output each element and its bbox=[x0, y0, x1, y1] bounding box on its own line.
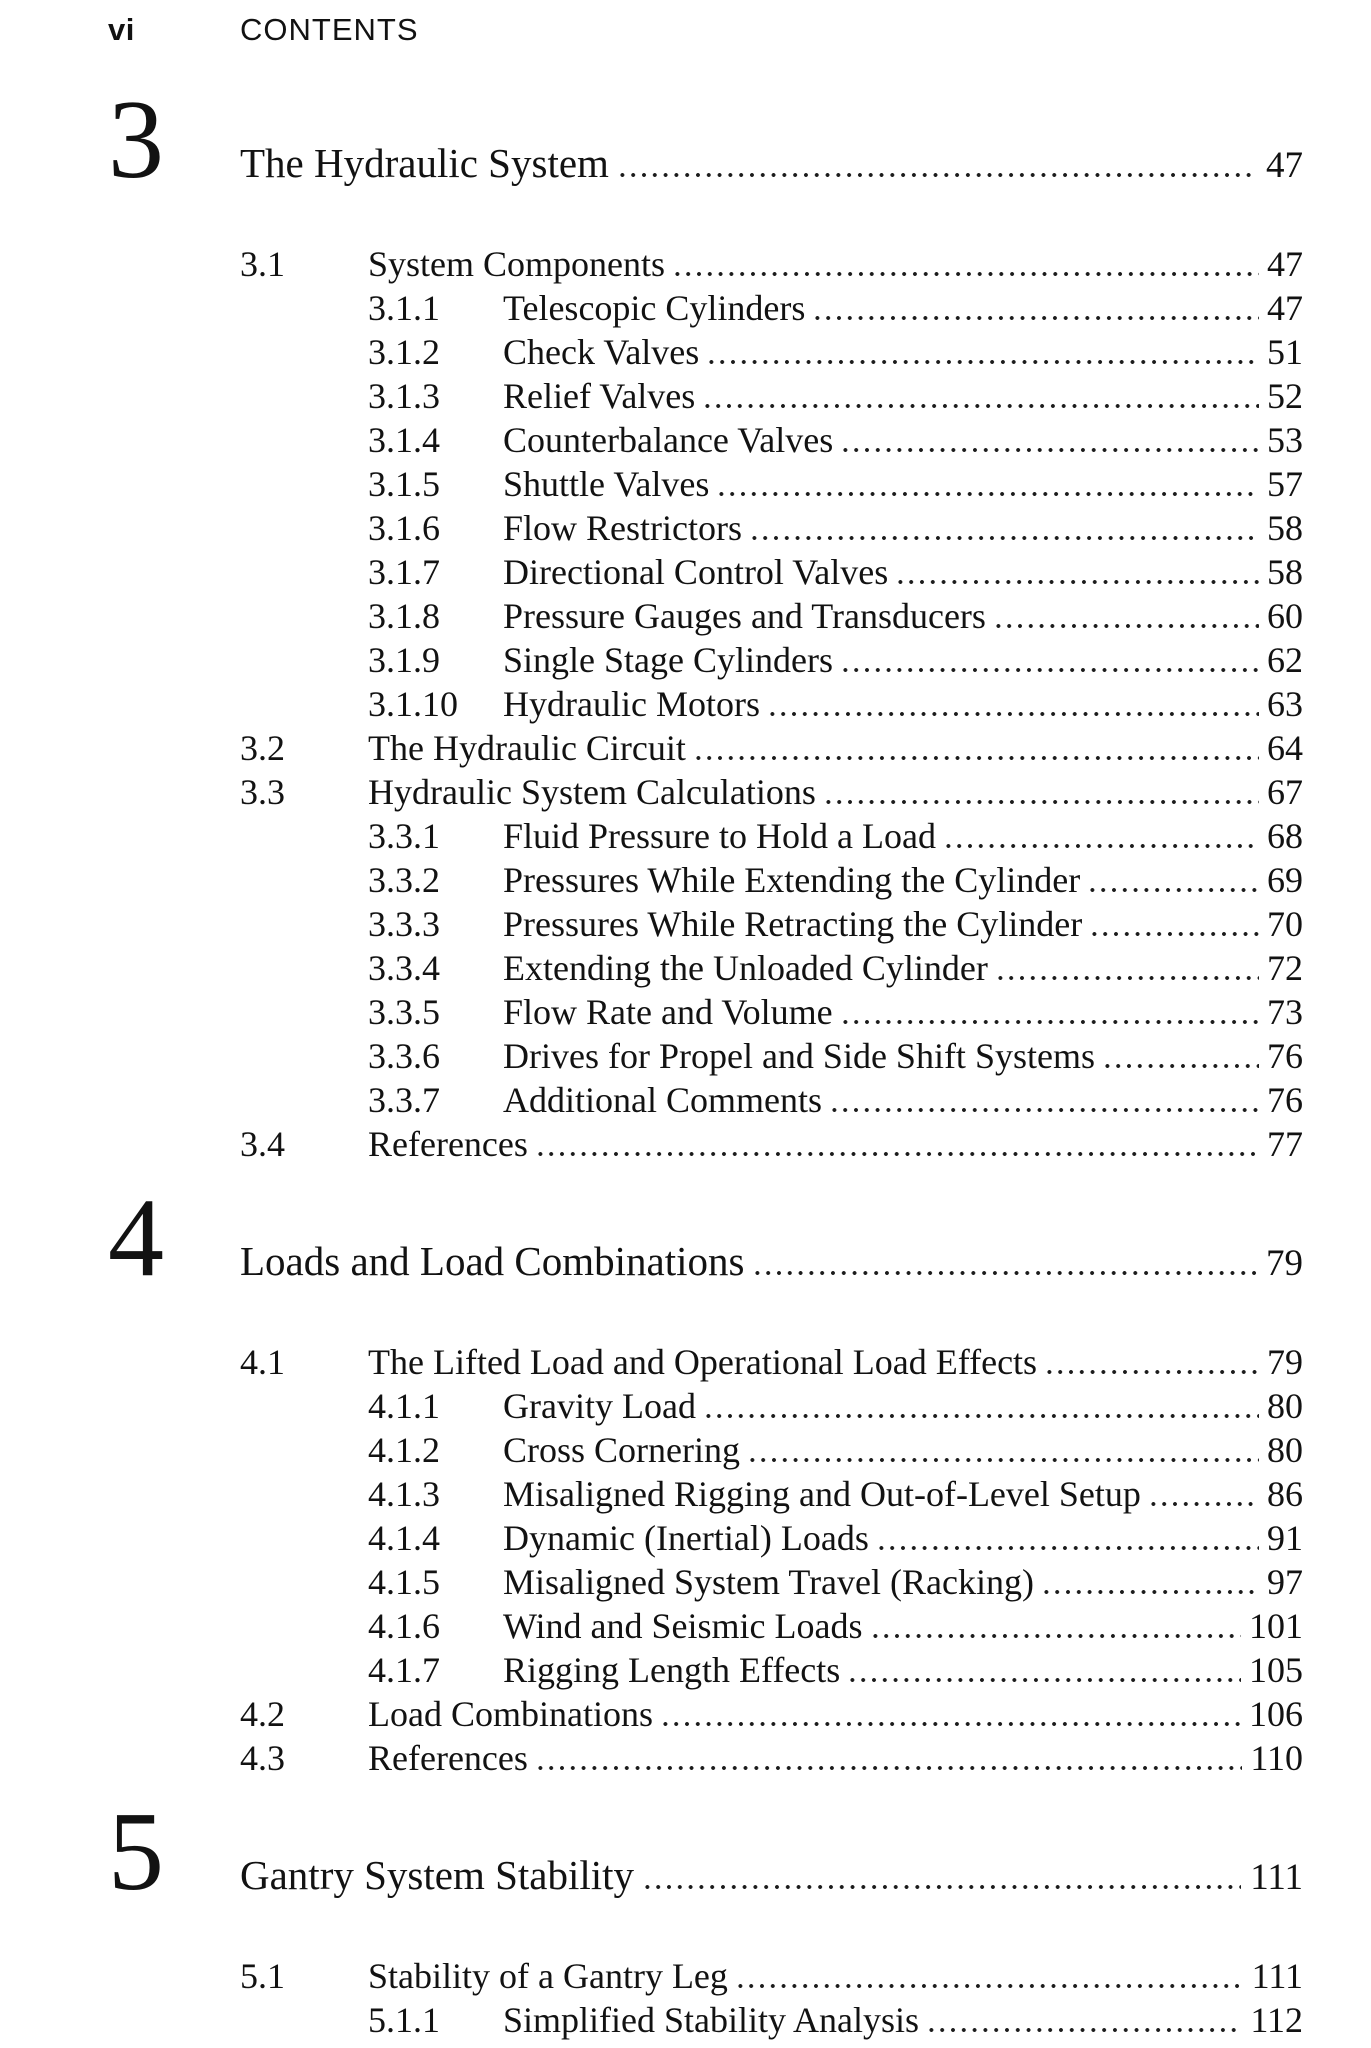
toc-entry-row bbox=[240, 418, 1303, 462]
entry-number: 4.1.3 bbox=[368, 1474, 440, 1514]
chapter-heading bbox=[108, 1176, 1303, 1300]
entry-number: 3.1.4 bbox=[368, 420, 440, 460]
toc-entry-row bbox=[240, 902, 1303, 946]
toc-entry-row bbox=[240, 1560, 1303, 1604]
entry-page-number: 52 bbox=[1267, 376, 1303, 416]
dot-leader bbox=[1044, 1370, 1259, 1374]
entry-title: Flow Restrictors bbox=[503, 508, 742, 548]
toc-entry-row bbox=[240, 286, 1303, 330]
entry-title: Stability of a Gantry Leg bbox=[368, 1956, 728, 1996]
toc-entry-row bbox=[240, 242, 1303, 286]
entry-page-number: 76 bbox=[1267, 1080, 1303, 1120]
dot-leader bbox=[735, 1984, 1244, 1988]
entry-title: Pressures While Retracting the Cylinder bbox=[503, 904, 1083, 944]
entry-page-number: 80 bbox=[1267, 1386, 1303, 1426]
entry-page-number: 58 bbox=[1267, 552, 1303, 592]
entry-title: Shuttle Valves bbox=[503, 464, 710, 504]
entry-title: Pressure Gauges and Transducers bbox=[503, 596, 986, 636]
entry-page-number: 67 bbox=[1267, 772, 1303, 812]
entry-title: Telescopic Cylinders bbox=[503, 288, 806, 328]
dot-leader bbox=[840, 1020, 1259, 1024]
toc-entry-row bbox=[240, 1736, 1303, 1780]
entry-title: Check Valves bbox=[503, 332, 700, 372]
chapter-title: Gantry System Stability bbox=[240, 1852, 635, 1898]
chapter-title: Loads and Load Combinations bbox=[240, 1238, 745, 1284]
toc-chapter bbox=[108, 1176, 1303, 1780]
entry-page-number: 77 bbox=[1267, 1124, 1303, 1164]
entry-number: 3.1.5 bbox=[368, 464, 440, 504]
entry-number: 3.1.8 bbox=[368, 596, 440, 636]
chapter-page-number: 47 bbox=[1266, 145, 1303, 186]
toc-entry-row bbox=[240, 1034, 1303, 1078]
entry-title: Pressures While Extending the Cylinder bbox=[503, 860, 1081, 900]
entry-page-number: 63 bbox=[1267, 684, 1303, 724]
toc-entry-row bbox=[240, 1692, 1303, 1736]
dot-leader bbox=[747, 1458, 1259, 1462]
toc-entry-row bbox=[240, 506, 1303, 550]
entry-page-number: 47 bbox=[1267, 244, 1303, 284]
entry-title: Wind and Seismic Loads bbox=[503, 1606, 863, 1646]
entry-number: 4.1.7 bbox=[368, 1650, 440, 1690]
dot-leader bbox=[703, 1414, 1259, 1418]
chapter-title-row bbox=[240, 140, 1303, 186]
entry-number: 3.3.6 bbox=[368, 1036, 440, 1076]
entry-title: Single Stage Cylinders bbox=[503, 640, 833, 680]
dot-leader bbox=[767, 712, 1259, 716]
dot-leader bbox=[535, 1152, 1259, 1156]
toc-entry-row bbox=[240, 1954, 1303, 1998]
chapter-number: 3 bbox=[108, 78, 164, 202]
entry-title: Drives for Propel and Side Shift Systems bbox=[503, 1036, 1095, 1076]
entry-title: Gravity Load bbox=[503, 1386, 696, 1426]
dot-leader bbox=[926, 2028, 1242, 2032]
entry-title: Load Combinations bbox=[368, 1694, 653, 1734]
entry-number: 3.3.5 bbox=[368, 992, 440, 1032]
entry-title: Fluid Pressure to Hold a Load bbox=[503, 816, 936, 856]
page-folio: vi bbox=[108, 12, 135, 47]
entry-title: Flow Rate and Volume bbox=[503, 992, 833, 1032]
entry-number: 4.1.5 bbox=[368, 1562, 440, 1602]
entry-page-number: 79 bbox=[1267, 1342, 1303, 1382]
dot-leader bbox=[752, 1271, 1257, 1275]
entry-number: 3.3.3 bbox=[368, 904, 440, 944]
entry-number: 3.1.6 bbox=[368, 508, 440, 548]
dot-leader bbox=[993, 624, 1259, 628]
entry-page-number: 62 bbox=[1267, 640, 1303, 680]
chapter-entries bbox=[240, 242, 1303, 1166]
toc-entry-row bbox=[240, 814, 1303, 858]
entry-number: 3.1.9 bbox=[368, 640, 440, 680]
entry-title: References bbox=[368, 1124, 528, 1164]
chapter-number: 5 bbox=[108, 1790, 164, 1914]
entry-title: Misaligned System Travel (Racking) bbox=[503, 1562, 1034, 1602]
entry-page-number: 60 bbox=[1267, 596, 1303, 636]
entry-title: Rigging Length Effects bbox=[503, 1650, 841, 1690]
entry-page-number: 68 bbox=[1267, 816, 1303, 856]
page-header-title: CONTENTS bbox=[240, 12, 419, 47]
entry-page-number: 73 bbox=[1267, 992, 1303, 1032]
dot-leader bbox=[840, 668, 1259, 672]
entry-number: 3.1.3 bbox=[368, 376, 440, 416]
dot-leader bbox=[660, 1722, 1241, 1726]
dot-leader bbox=[702, 404, 1259, 408]
toc-entry-row bbox=[240, 1648, 1303, 1692]
chapter-entries bbox=[240, 1340, 1303, 1780]
dot-leader bbox=[1102, 1064, 1259, 1068]
entry-page-number: 105 bbox=[1249, 1650, 1303, 1690]
running-head bbox=[108, 12, 1303, 48]
entry-title: Dynamic (Inertial) Loads bbox=[503, 1518, 869, 1558]
toc-entry-row bbox=[240, 462, 1303, 506]
toc-entry-row bbox=[240, 1384, 1303, 1428]
entry-number: 5.1 bbox=[240, 1956, 285, 1996]
entry-page-number: 72 bbox=[1267, 948, 1303, 988]
dot-leader bbox=[1089, 932, 1259, 936]
toc-chapter bbox=[108, 78, 1303, 1166]
dot-leader bbox=[672, 272, 1259, 276]
toc-entry-row bbox=[240, 374, 1303, 418]
chapter-entries bbox=[240, 1954, 1303, 2042]
dot-leader bbox=[1148, 1502, 1259, 1506]
entry-title: Additional Comments bbox=[503, 1080, 822, 1120]
entry-number: 3.1.1 bbox=[368, 288, 440, 328]
entry-page-number: 86 bbox=[1267, 1474, 1303, 1514]
entry-title: Directional Control Valves bbox=[503, 552, 889, 592]
entry-title: The Lifted Load and Operational Load Effects bbox=[368, 1342, 1038, 1382]
chapter-heading bbox=[108, 1790, 1303, 1914]
entry-page-number: 110 bbox=[1250, 1738, 1303, 1778]
entry-number: 3.4 bbox=[240, 1124, 285, 1164]
toc-entry-row bbox=[240, 594, 1303, 638]
entry-title: Counterbalance Valves bbox=[503, 420, 834, 460]
entry-page-number: 106 bbox=[1249, 1694, 1303, 1734]
entry-page-number: 97 bbox=[1267, 1562, 1303, 1602]
chapter-page-number: 111 bbox=[1250, 1857, 1303, 1898]
dot-leader bbox=[895, 580, 1259, 584]
toc-entry-row bbox=[240, 1998, 1303, 2042]
entry-number: 4.1.1 bbox=[368, 1386, 440, 1426]
entry-page-number: 69 bbox=[1267, 860, 1303, 900]
entry-number: 3.1.2 bbox=[368, 332, 440, 372]
entry-page-number: 80 bbox=[1267, 1430, 1303, 1470]
entry-number: 3.3 bbox=[240, 772, 285, 812]
toc-entry-row bbox=[240, 1472, 1303, 1516]
entry-page-number: 70 bbox=[1267, 904, 1303, 944]
entry-title: Misaligned Rigging and Out-of-Level Setup bbox=[503, 1474, 1141, 1514]
entry-page-number: 101 bbox=[1249, 1606, 1303, 1646]
entry-title: References bbox=[368, 1738, 528, 1778]
entry-page-number: 57 bbox=[1267, 464, 1303, 504]
entry-number: 3.1 bbox=[240, 244, 285, 284]
toc-entry-row bbox=[240, 1078, 1303, 1122]
entry-page-number: 112 bbox=[1250, 2000, 1303, 2040]
chapter-heading bbox=[108, 78, 1303, 202]
dot-leader bbox=[706, 360, 1259, 364]
dot-leader bbox=[847, 1678, 1241, 1682]
toc-entry-row bbox=[240, 946, 1303, 990]
chapter-title: The Hydraulic System bbox=[240, 140, 609, 186]
entry-number: 4.1.2 bbox=[368, 1430, 440, 1470]
entry-page-number: 51 bbox=[1267, 332, 1303, 372]
entry-title: Extending the Unloaded Cylinder bbox=[503, 948, 988, 988]
entry-title: Relief Valves bbox=[503, 376, 696, 416]
entry-title: Simplified Stability Analysis bbox=[503, 2000, 920, 2040]
entry-page-number: 58 bbox=[1267, 508, 1303, 548]
entry-number: 3.3.1 bbox=[368, 816, 440, 856]
entry-title: Hydraulic System Calculations bbox=[368, 772, 816, 812]
chapter-page-number: 79 bbox=[1266, 1243, 1303, 1284]
entry-title: Cross Cornering bbox=[503, 1430, 740, 1470]
entry-number: 4.1.6 bbox=[368, 1606, 440, 1646]
entry-page-number: 64 bbox=[1267, 728, 1303, 768]
entry-title: System Components bbox=[368, 244, 666, 284]
dot-leader bbox=[995, 976, 1259, 980]
dot-leader bbox=[870, 1634, 1242, 1638]
entry-page-number: 76 bbox=[1267, 1036, 1303, 1076]
dot-leader bbox=[617, 173, 1257, 177]
entry-number: 3.1.7 bbox=[368, 552, 440, 592]
chapter-title-row bbox=[240, 1238, 1303, 1284]
toc-entry-row bbox=[240, 990, 1303, 1034]
dot-leader bbox=[823, 800, 1259, 804]
entry-number: 3.1.10 bbox=[368, 684, 458, 724]
entry-number: 3.3.7 bbox=[368, 1080, 440, 1120]
toc-entry-row bbox=[240, 1340, 1303, 1384]
entry-number: 3.3.2 bbox=[368, 860, 440, 900]
dot-leader bbox=[693, 756, 1259, 760]
dot-leader bbox=[876, 1546, 1259, 1550]
toc-entry-row bbox=[240, 330, 1303, 374]
toc-entry-row bbox=[240, 550, 1303, 594]
toc-entry-row bbox=[240, 1516, 1303, 1560]
entry-title: The Hydraulic Circuit bbox=[368, 728, 686, 768]
entry-number: 5.1.1 bbox=[368, 2000, 440, 2040]
entry-title: Hydraulic Motors bbox=[503, 684, 760, 724]
toc-entry-row bbox=[240, 726, 1303, 770]
entry-page-number: 91 bbox=[1267, 1518, 1303, 1558]
entry-number: 4.3 bbox=[240, 1738, 285, 1778]
entry-number: 4.2 bbox=[240, 1694, 285, 1734]
entry-page-number: 47 bbox=[1267, 288, 1303, 328]
dot-leader bbox=[1041, 1590, 1259, 1594]
entry-number: 4.1.4 bbox=[368, 1518, 440, 1558]
toc-entry-row bbox=[240, 638, 1303, 682]
toc-entry-row bbox=[240, 1428, 1303, 1472]
chapter-number: 4 bbox=[108, 1176, 164, 1300]
toc-entry-row bbox=[240, 1604, 1303, 1648]
toc-entry-row bbox=[240, 1122, 1303, 1166]
entry-page-number: 53 bbox=[1267, 420, 1303, 460]
entry-page-number: 111 bbox=[1251, 1956, 1303, 1996]
toc-entry-row bbox=[240, 682, 1303, 726]
entry-number: 3.2 bbox=[240, 728, 285, 768]
dot-leader bbox=[716, 492, 1259, 496]
dot-leader bbox=[829, 1108, 1259, 1112]
entry-number: 4.1 bbox=[240, 1342, 285, 1382]
dot-leader bbox=[943, 844, 1259, 848]
chapter-title-row bbox=[240, 1852, 1303, 1898]
entry-number: 3.3.4 bbox=[368, 948, 440, 988]
dot-leader bbox=[749, 536, 1259, 540]
toc-entry-row bbox=[240, 858, 1303, 902]
dot-leader bbox=[642, 1885, 1241, 1889]
dot-leader bbox=[812, 316, 1259, 320]
dot-leader bbox=[1087, 888, 1259, 892]
toc-chapter bbox=[108, 1790, 1303, 2042]
dot-leader bbox=[840, 448, 1259, 452]
toc-entry-row bbox=[240, 770, 1303, 814]
dot-leader bbox=[535, 1766, 1242, 1770]
